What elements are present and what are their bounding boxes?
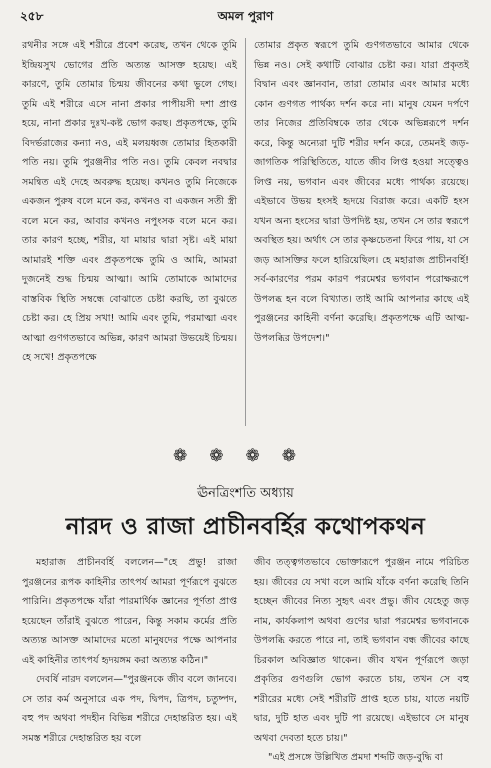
- paragraph: তোমার প্রকৃত স্বরূপে তুমি গুণগতভাবে আমার থেকে ভিন্ন নও। সেই কথাটি বোঝার চেষ্টা কর। যারা প্রকৃতই বিদ্বান এবং জ্ঞানবান, তারা তোমার এবং আমার মধ্যে কোন গুণগত পার্থক্য দর্শন করে না। মানুষ যেমন দর্পণে তার নিজের প্রতিবিম্বকে তার থেকে অভিন্নরূপে দর্শন করে, কিন্তু অন্যেরা দুটি শরীর দর্শন করে, তেমনই জড়-জাগতিক পরিস্থিতিতে, যাতে জীব লিপ্ত হওয়া সত্ত্বেও লিপ্ত নয়, ভগবান এবং জীবের মধ্যে পার্থক্য রয়েছে। এইভাবে উভয় হংসই হৃদয়ে বিরাজ করে। একটি হংস যখন অন্য হংসের দ্বারা উপদিষ্ট হয়, তখন সে তার স্বরূপে অবস্থিত হয়। অর্থাৎ সে তার কৃষ্ণচেতনা ফিরে পায়, যা সে জড় আসক্তির ফলে হারিয়েছিল। হে মহারাজ প্রাচীনবর্হি! সর্ব-কারণের পরম কারণ পরমেশ্বর ভগবান পরোক্ষরূপে উপলব্ধ হন বলে বিখ্যাত। তাই আমি আপনার কাছে এই পুরঞ্জনের কাহিনী বর্ণনা করেছি। প্রকৃতপক্ষে এটি আত্ম-উপলব্ধির উপদেশ।": [254, 40, 469, 344]
- top-left-column: [22, 36, 237, 436]
- paragraph: জীব তত্ত্বগতভাবে ভোক্তারূপে পুরঞ্জন নামে পরিচিত হয়। জীবের যে সখা বলে আমি যাঁকে বর্ণনা করেছি তিনি হচ্ছেন জীবের নিত্য সুহৃৎ এবং প্রভু। জীব যেহেতু জড় নাম, কার্যকলাপ অথবা গুণের দ্বারা পরমেশ্বর ভগবানকে উপলব্ধি করতে পারে না, তাই ভগবান বন্ধ জীবের কাছে চিরকাল অবিজ্ঞাত থাকেন। জীব যখন পূর্ণরূপে জড়া প্রকৃতির গুণগুলি ভোগ করতে চায়, তখন সে বহু শরীরের মধ্যে সেই শরীরটি প্রাপ্ত হতে চায়, যাতে নয়টি দ্বার, দুটি হাত এবং দুটি পা রয়েছে। এইভাবে সে মানুষ অথবা দেবতা হতে চায়।": [254, 557, 469, 744]
- top-right-column: [254, 36, 469, 436]
- flower-ornament-icon: ❁: [245, 446, 282, 466]
- paragraph: "এই প্রসঙ্গে উল্লিখিত প্রমদা শব্দটি জড়-বুদ্ধি বা: [268, 752, 443, 763]
- paragraph: মহারাজ প্রাচীনবর্হি বললেন—"হে প্রভু! রাজা পুরঞ্জনের রূপক কাহিনীর তাৎপর্য আমরা পূর্ণরূপে বুঝতে পারিনি। প্রকৃতপক্ষে যাঁরা পারমার্থিক জ্ঞানের পূর্ণতা প্রাপ্ত হয়েছেন তাঁরাই বুঝতে পারেন, কিন্তু সকাম কর্মের প্রতি অত্যন্ত আসক্ত আমাদের মতো মানুষদের পক্ষে আপনার এই কাহিনীর তাৎপর্য হৃদয়ঙ্গম করা অত্যন্ত কঠিন।": [22, 557, 237, 666]
- ornament-divider: [0, 446, 491, 472]
- chapter-title: নারদ ও রাজা প্রাচীনবর্হির কথোপকথন: [65, 514, 426, 540]
- bottom-right-column: [254, 553, 469, 763]
- flower-ornament-icon: ❁: [209, 446, 246, 466]
- paragraph: রথনীর সঙ্গে এই শরীরে প্রবেশ করেছ, তখন থেকে তুমি ইন্দ্রিয়সুখ ভোগের প্রতি অত্যন্ত আসক্ত হয়েছ। এই কারণে, তুমি তোমার চিন্ময় জীবনের কথা ভুলে গেছ। তুমি এই শরীরে এসে নানা প্রকার পাপীয়সী দশা প্রাপ্ত হয়ে, নানা প্রকার দুঃখ-কষ্ট ভোগ করছ। প্রকৃতপক্ষে, তুমি বিদর্ভরাজের কন্যা নও, এই মলয়ধ্বজ তোমার হিতকারী পতি নয়। তুমি পুরঞ্জনীর পতি নও। তুমি কেবল নবদ্বার সমন্বিত এই দেহে অবরুদ্ধ হয়েছ। কখনও তুমি নিজেকে একজন পুরুষ বলে মনে কর, কখনও বা একজন সতী স্ত্রী বলে মনে কর, আবার কখনও নপুংসক বলে মনে কর। তার কারণ হচ্ছে, শরীর, যা মায়ার দ্বারা সৃষ্ট। এই মায়া আমারই শক্তি এবং প্রকৃতপক্ষে তুমি ও আমি, আমরা দুজনেই শুদ্ধ চিন্ময় আত্মা। আমি তোমাকে আমাদের বাস্তবিক স্থিতি সম্বন্ধে বোঝাতে চেষ্টা করছি, তা বুঝতে চেষ্টা কর। হে প্রিয় সখা! আমি এবং তুমি, পরমাত্মা এবং আত্মা গুণগতভাবে অভিন্ন, কারণ আমরা উভয়েই চিন্ময়। হে সখে! প্রকৃতপক্ষে: [22, 40, 237, 363]
- page-number: ২৫৮: [20, 9, 44, 23]
- column-divider: [245, 38, 246, 426]
- flower-ornament-icon: ❁: [281, 446, 318, 466]
- paragraph: দেবর্ষি নারদ বললেন—"পুরঞ্জনকে জীব বলে জানবে। সে তার কর্ম অনুসারে এক পদ, দ্বিপদ, ত্রিপদ, চতুষ্পদ, বহু পদ অথবা পদহীন বিভিন্ন শরীরে দেহান্তরিত হয়। এই সমস্ত শরীরে দেহান্তরিত হয় বলে: [22, 674, 237, 744]
- page-header: [20, 8, 471, 28]
- bottom-left-column: [22, 553, 237, 744]
- running-title: অমল পুরাণ: [217, 9, 274, 23]
- flower-ornament-icon: ❁: [173, 446, 210, 466]
- chapter-number: ঊনত্রিংশতি অধ্যায়: [197, 486, 294, 501]
